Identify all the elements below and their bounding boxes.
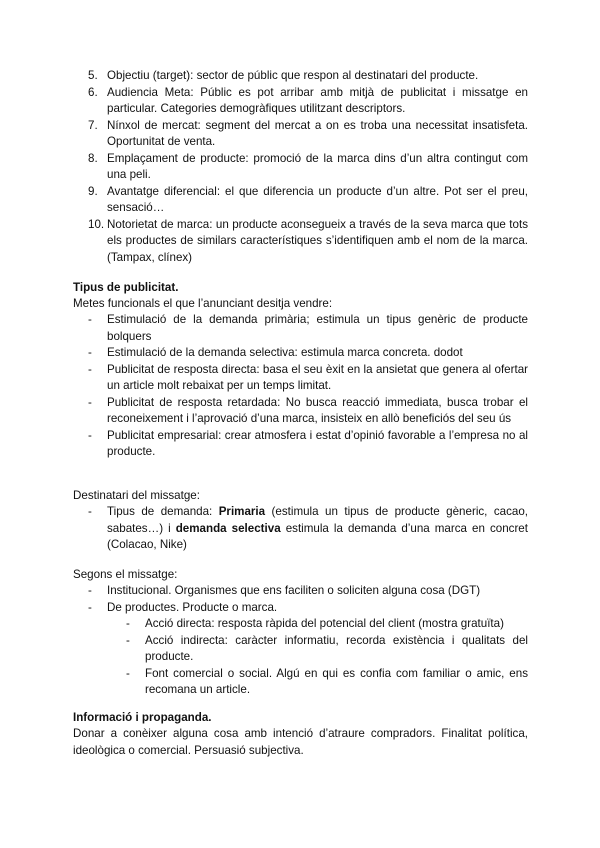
list-text — [107, 504, 528, 554]
list-text: Avantatge diferencial: el que diferencia un producte d’un altre. Pot ser el preu, sensació… — [107, 184, 528, 214]
list-dash: - — [126, 666, 130, 680]
list-text: Publicitat empresarial: crear atmosfera i estat d’opinió favorable a l’empresa no al producte. — [107, 428, 528, 458]
text-run: Tipus de demanda: — [107, 505, 219, 518]
list-number: 10. — [88, 217, 105, 231]
tipus-intro: Metes funcionals el que l’anunciant desitja vendre: — [73, 297, 333, 310]
informacio-text: Donar a conèixer alguna cosa amb intenció d’atraure compradors. Finalitat política, ideològica o comercial. Persuasió subjectiva. — [73, 727, 528, 757]
informacio-heading: Informació i propaganda. — [73, 711, 212, 724]
list-text: Acció directa: resposta ràpida del potencial del client (mostra gratuïta) — [145, 617, 504, 630]
list-item — [88, 428, 528, 461]
list-text: Audiencia Meta: Públic es pot arribar amb mitjà de publicitat i missatge en particular. Categories demogràfiques utilitzant descriptors. — [107, 85, 528, 115]
list-dash: - — [88, 584, 92, 597]
list-text: De productes. Producte o marca. — [107, 600, 278, 614]
list-number: 6. — [88, 85, 98, 99]
list-item — [88, 395, 528, 428]
nested-list-item — [126, 633, 528, 666]
list-item — [88, 68, 528, 85]
list-text: Publicitat de resposta retardada: No busca reacció immediata, busca trobar el reconeixement i l’aprovació d’una marca, insisteix en allò beneficiós del seu ús — [107, 395, 528, 425]
destinatari-list — [88, 504, 528, 554]
bold-term-selectiva: demanda selectiva — [175, 521, 281, 535]
list-item — [88, 312, 528, 345]
nested-list — [88, 616, 528, 699]
list-item — [88, 345, 528, 362]
bold-term-primaria: Primaria — [218, 505, 266, 518]
list-item — [88, 504, 528, 554]
tipus-heading: Tipus de publicitat. — [73, 281, 179, 294]
list-text: Acció indirecta: caràcter informatiu, recorda existència i qualitats del producte. — [145, 633, 528, 663]
list-text: Font comercial o social. Algú en qui es confia com familiar o amic, ens recomana un article. — [145, 666, 528, 696]
tipus-list — [88, 312, 528, 461]
list-item — [88, 118, 528, 151]
list-text: Nínxol de mercat: segment del mercat a on es troba una necessitat insatisfeta. Oportunitat de venta. — [107, 118, 528, 148]
segons-intro: Segons el missatge: — [73, 568, 178, 581]
list-dash: - — [88, 395, 92, 409]
list-text: Objectiu (target): sector de públic que respon al destinatari del producte. — [107, 69, 479, 82]
list-dash: - — [88, 600, 92, 614]
list-text: Publicitat de resposta directa: basa el seu èxit en la ansietat que genera al ofertar un article molt rebaixat per un temps limitat. — [107, 362, 528, 392]
list-text: Estimulació de la demanda primària; estimula un tipus genèric de producte bolquers — [107, 313, 528, 343]
list-dash: - — [88, 362, 92, 376]
list-number: 9. — [88, 184, 98, 198]
list-number: 7. — [88, 118, 98, 132]
list-text: Institucional. Organismes que ens faciliten o soliciten alguna cosa (DGT) — [107, 584, 481, 597]
list-text: Estimulació de la demanda selectiva: estimula marca concreta. dodot — [107, 346, 463, 359]
list-text: Emplaçament de producte: promoció de la marca dins d’un altra contingut com una peli. — [107, 151, 528, 181]
nested-list-item — [126, 666, 528, 699]
list-dash: - — [88, 346, 92, 359]
list-dash: - — [88, 505, 92, 518]
list-item — [88, 85, 528, 118]
numbered-list — [88, 68, 528, 266]
list-dash: - — [88, 428, 92, 442]
text-run: (estimula un tipus de producte gèneric, cacao, sabates…) i — [107, 505, 529, 535]
list-item — [88, 600, 528, 617]
list-number: 5. — [88, 69, 98, 82]
list-dash: - — [126, 633, 130, 647]
list-item — [88, 362, 528, 395]
list-dash: - — [126, 617, 130, 630]
list-item — [88, 217, 528, 267]
destinatari-intro: Destinatari del missatge: — [73, 489, 200, 502]
text-run: estimula la demanda d’una marca en concret (Colacao, Nike) — [107, 521, 528, 551]
list-text: Notorietat de marca: un producte aconsegueix a través de la seva marca que tots els productes de similars característiques s’identifiquen amb el nom de la marca. (Tampax, clínex) — [107, 217, 528, 264]
nested-list-item — [126, 616, 528, 633]
list-number: 8. — [88, 151, 98, 165]
list-item — [88, 184, 528, 217]
list-dash: - — [88, 313, 92, 326]
segons-list — [88, 583, 528, 699]
list-item — [88, 151, 528, 184]
list-item — [88, 583, 528, 600]
